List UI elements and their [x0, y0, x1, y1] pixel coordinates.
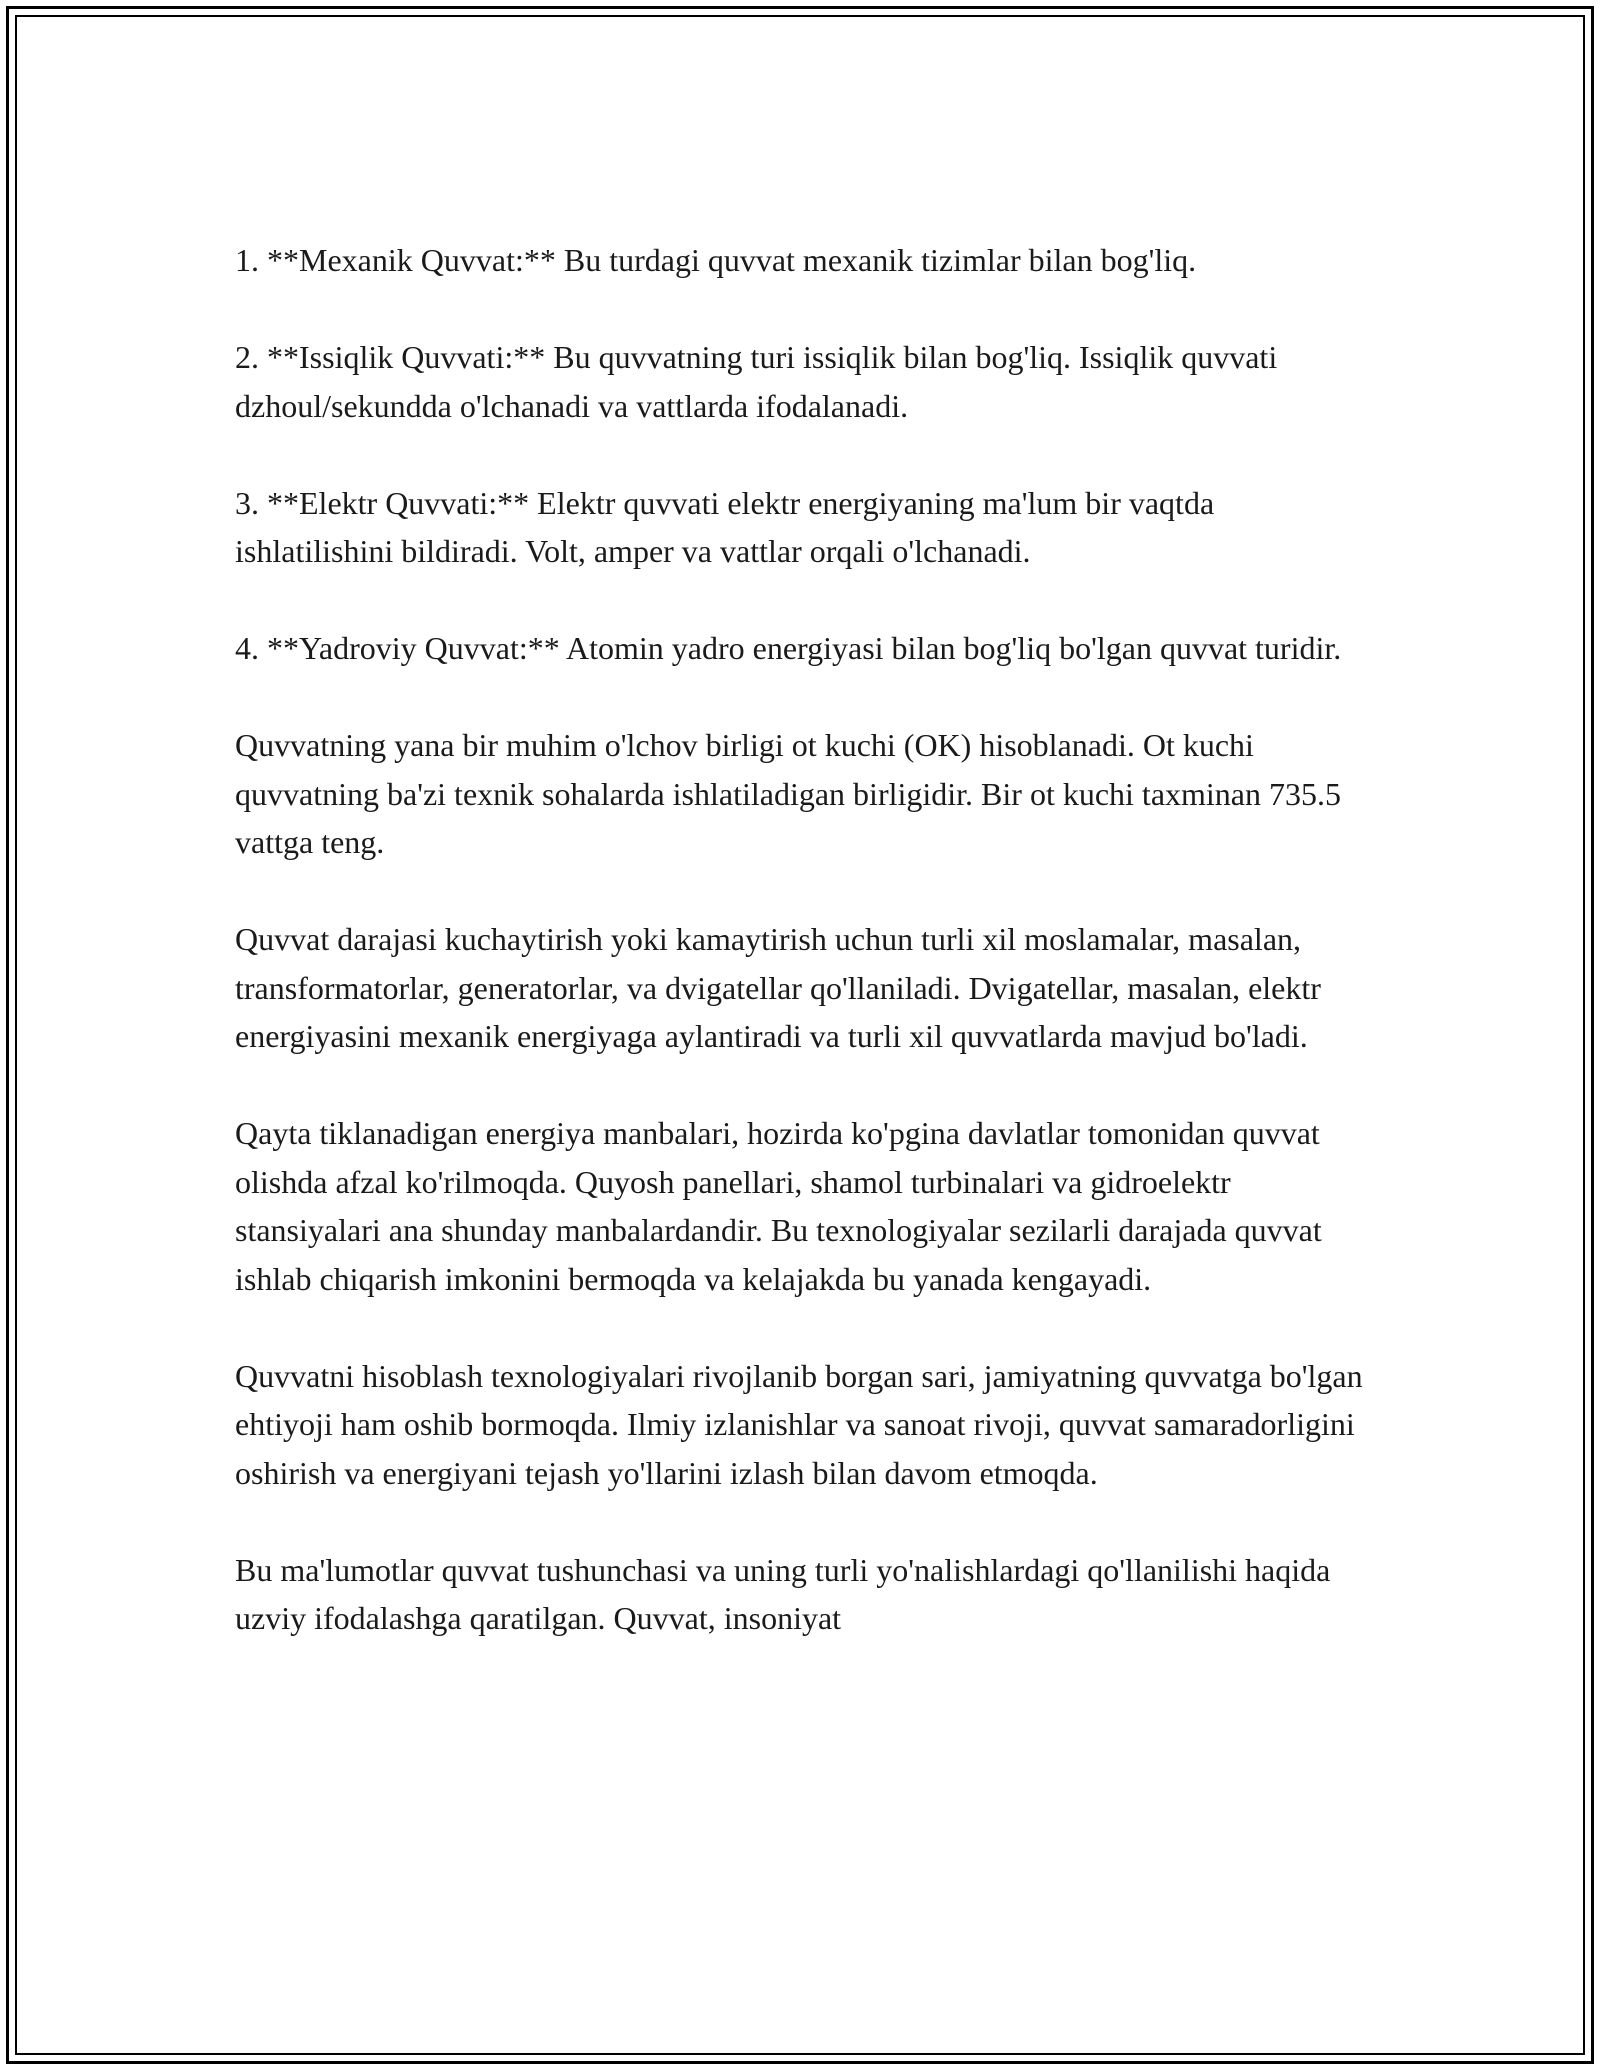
document-body	[235, 236, 1370, 1643]
paragraph-power-devices: Quvvat darajasi kuchaytirish yoki kamaytirish uchun turli xil moslamalar, masalan, transformatorlar, generatorlar, va dvigatellar qo'llaniladi. Dvigatellar, masalan, elektr energiyasini mexanik energiyaga aylantiradi va turli xil quvvatlarda mavjud bo'ladi.	[235, 921, 1321, 1054]
list-item-electric-power: 3. **Elektr Quvvati:** Elektr quvvati elektr energiyaning ma'lum bir vaqtda ishlatilishini bildiradi. Volt, amper va vattlar orqali o'lchanadi.	[235, 484, 1215, 569]
list-item-thermal-power: 2. **Issiqlik Quvvati:** Bu quvvatning turi issiqlik bilan bog'liq. Issiqlik quvvati dzhoul/sekundda o'lchanadi va vattlarda ifodalanadi.	[235, 339, 1278, 424]
list-item-mechanical-power: 1. **Mexanik Quvvat:** Bu turdagi quvvat mexanik tizimlar bilan bog'liq.	[235, 242, 1197, 278]
paragraph-technology-development: Quvvatni hisoblash texnologiyalari rivojlanib borgan sari, jamiyatning quvvatga bo'lgan ehtiyoji ham oshib bormoqda. Ilmiy izlanishlar va sanoat rivoji, quvvat samaradorligini oshirish va energiyani tejash yo'llarini izlash bilan davom etmoqda.	[235, 1357, 1363, 1491]
paragraph-conclusion: Bu ma'lumotlar quvvat tushunchasi va uning turli yo'nalishlardagi qo'llanilishi haqida uzviy ifodalashga qaratilgan. Quvvat, insoniyat	[235, 1551, 1331, 1636]
paragraph-horsepower: Quvvatning yana bir muhim o'lchov birligi ot kuchi (OK) hisoblanadi. Ot kuchi quvvatning ba'zi texnik sohalarda ishlatiladigan birligidir. Bir ot kuchi taxminan 735.5 vattga teng.	[235, 727, 1341, 860]
paragraph-renewable-energy: Qayta tiklanadigan energiya manbalari, hozirda ko'pgina davlatlar tomonidan quvvat olishda afzal ko'rilmoqda. Quyosh panellari, shamol turbinalari va gidroelektr stansiyalari ana shunday manbalardandir. Bu texnologiyalar sezilarli darajada quvvat ishlab chiqarish imkonini bermoqda va kelajakda bu yanada kengayadi.	[235, 1115, 1322, 1297]
list-item-nuclear-power: 4. **Yadroviy Quvvat:** Atomin yadro energiyasi bilan bog'liq bo'lgan quvvat turidir.	[235, 630, 1342, 666]
